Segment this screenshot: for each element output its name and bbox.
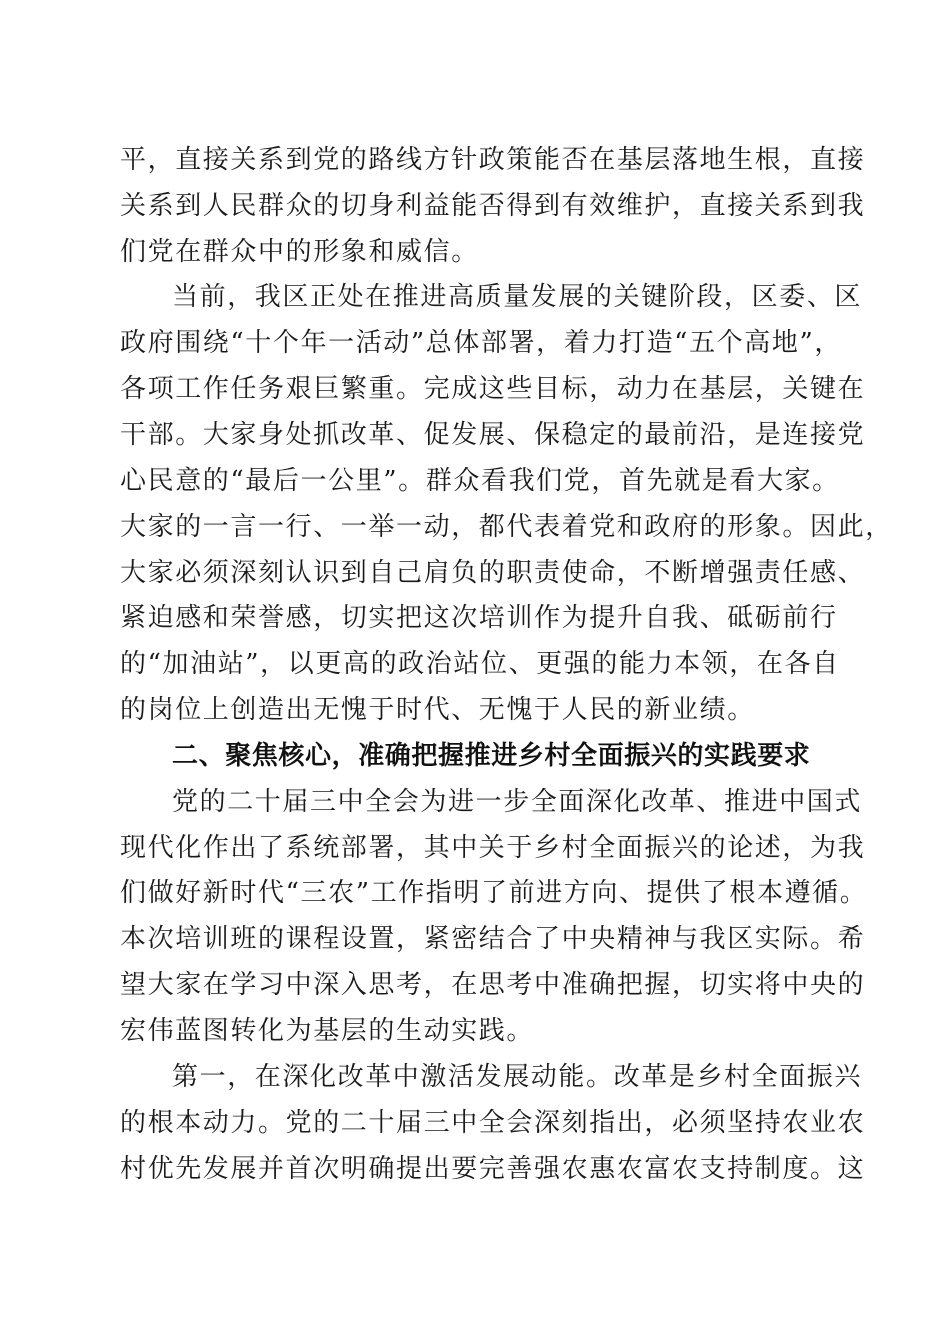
text-line: 大家的一言一行、一举一动，都代表着党和政府的形象。因此， bbox=[120, 512, 893, 542]
text-line: 的根本动力。党的二十届三中全会深刻指出，必须坚持农业农 bbox=[120, 1108, 866, 1138]
paragraph-start-line: 当前，我区正处在推进高质量发展的关键阶段，区委、区 bbox=[172, 282, 863, 312]
text-line: 们党在群众中的形象和威信。 bbox=[120, 237, 479, 267]
section-heading: 二、聚焦核心，准确把握推进乡村全面振兴的实践要求 bbox=[172, 741, 811, 771]
text-line: 村优先发展并首次明确提出要完善强农惠农富农支持制度。这 bbox=[120, 1154, 866, 1184]
text-line: 们做好新时代“三农”工作指明了前进方向、提供了根本遵循。 bbox=[120, 878, 868, 908]
text-line: 紧迫感和荣誉感，切实把这次培训作为提升自我、砥砺前行 bbox=[120, 603, 838, 633]
text-line: 本次培训班的课程设置，紧密结合了中央精神与我区实际。希 bbox=[120, 924, 866, 954]
text-line: 的岗位上创造出无愧于时代、无愧于人民的新业绩。 bbox=[120, 695, 755, 725]
text-line: 干部。大家身处抓改革、促发展、保稳定的最前沿，是连接党 bbox=[120, 420, 866, 450]
text-line: 宏伟蓝图转化为基层的生动实践。 bbox=[120, 1016, 535, 1046]
paragraph-start-line: 第一，在深化改革中激活发展动能。改革是乡村全面振兴 bbox=[172, 1062, 863, 1092]
text-line: 大家必须深刻认识到自己肩负的职责使命，不断增强责任感、 bbox=[120, 558, 866, 588]
text-line: 心民意的“最后一公里”。群众看我们党，首先就是看大家。 bbox=[120, 466, 840, 496]
text-line: 关系到人民群众的切身利益能否得到有效维护，直接关系到我 bbox=[120, 191, 866, 221]
paragraph-start-line: 党的二十届三中全会为进一步全面深化改革、推进中国式 bbox=[172, 787, 863, 817]
text-line: 望大家在学习中深入思考，在思考中准确把握，切实将中央的 bbox=[120, 970, 866, 1000]
text-line: 各项工作任务艰巨繁重。完成这些目标，动力在基层，关键在 bbox=[120, 374, 866, 404]
text-line: 政府围绕“十个年一活动”总体部署，着力打造“五个高地”， bbox=[120, 328, 842, 358]
text-line: 现代化作出了系统部署，其中关于乡村全面振兴的论述，为我 bbox=[120, 833, 866, 863]
text-line: 平，直接关系到党的路线方针政策能否在基层落地生根，直接 bbox=[120, 145, 866, 175]
text-line: 的“加油站”，以更高的政治站位、更强的能力本领，在各自 bbox=[120, 649, 840, 679]
